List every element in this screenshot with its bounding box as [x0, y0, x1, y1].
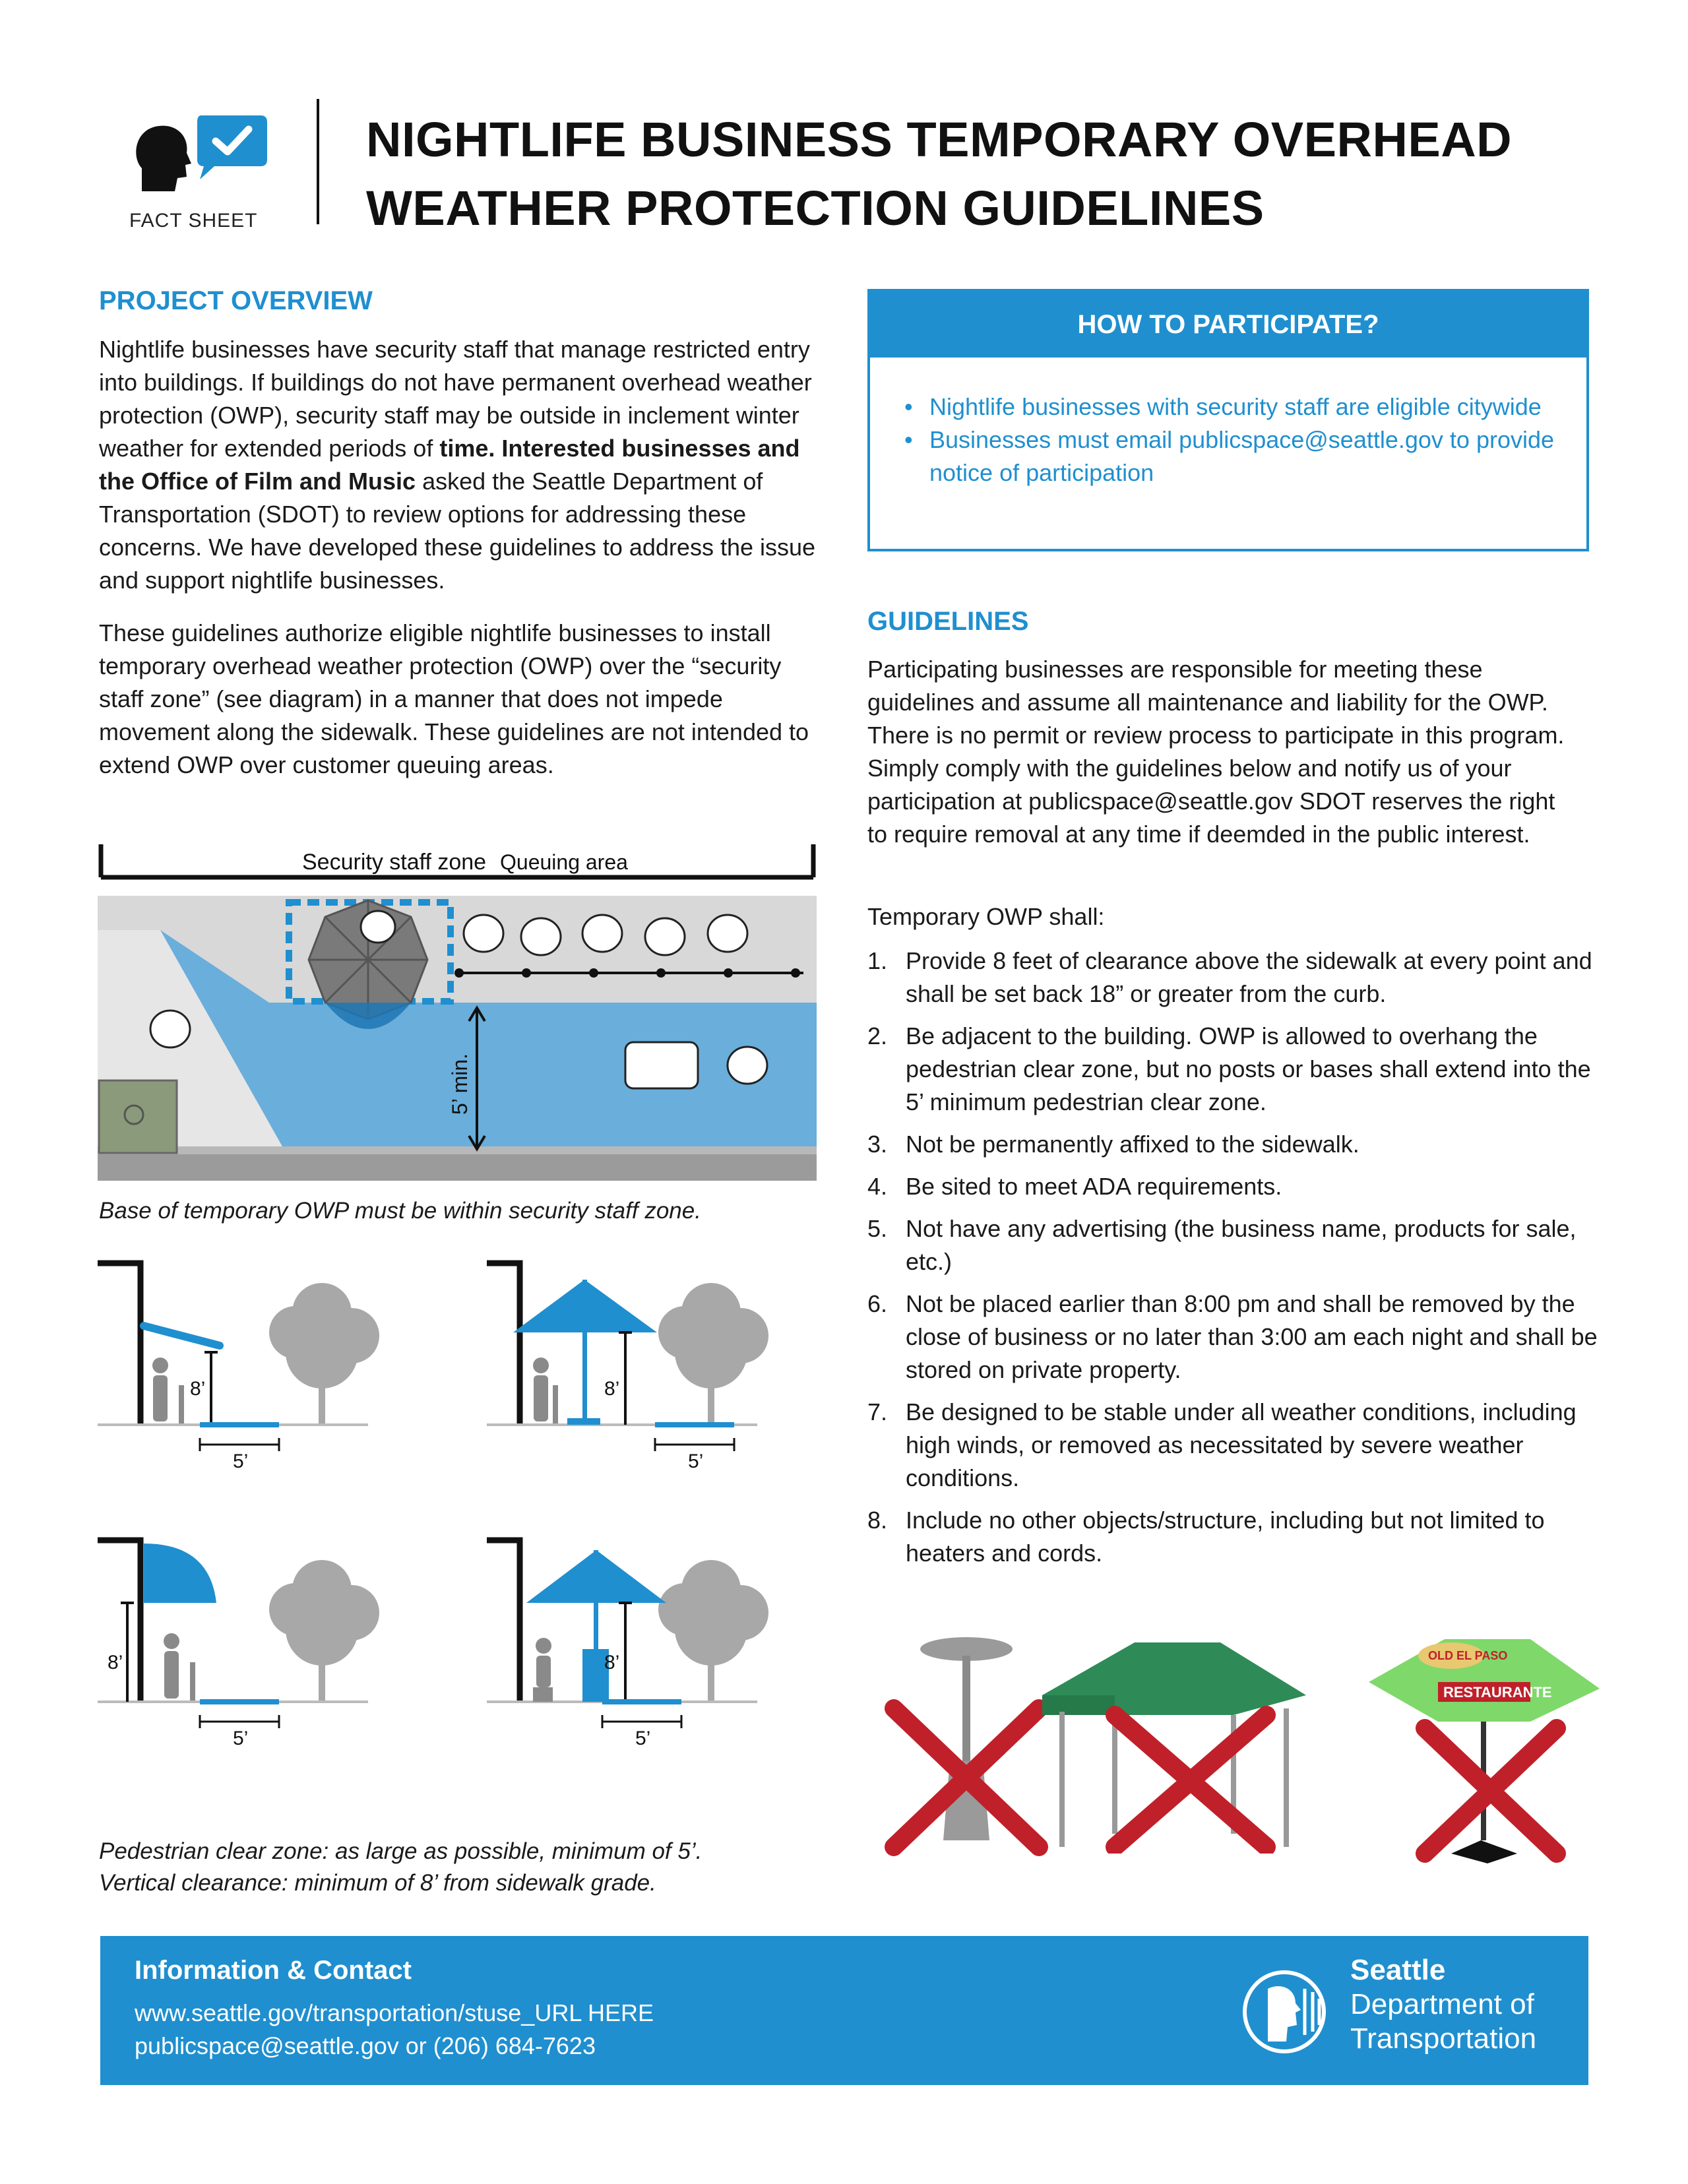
guideline-item: 7. Be designed to be stable under all weather conditions, including high winds, or removed as necessitated by severe weather conditions.: [867, 1398, 1577, 1491]
guideline-item: 5. Not have any advertising (the business name, products for sale, etc.): [867, 1215, 1577, 1275]
overview-para2: These guidelines authorize eligible nightlife businesses to install temporary overhead weather protection (OWP) over the “security staff zone” (see diagram) in a manner that does not impede movement along the sidewalk. These guidelines are not intended to extend OWP over customer queuing areas.: [99, 619, 809, 778]
panel1-height-label: 8’: [190, 1378, 206, 1400]
fact-sheet-icon: [129, 112, 287, 211]
fact-sheet-label: FACT SHEET: [129, 210, 258, 232]
panel3-width-label: 5’: [233, 1728, 249, 1749]
footer-title: Information & Contact: [135, 1956, 412, 1985]
umbrella-restaurante-text: RESTAURANTE: [1443, 1684, 1552, 1700]
diagram2-caption: [99, 1836, 702, 1899]
participate-item: • Nightlife businesses with security staff are eligible citywide: [929, 390, 1560, 423]
queuing-area-label: Queuing area: [500, 850, 628, 874]
seattle-logo-text: [1350, 1953, 1536, 2056]
guideline-item: 8. Include no other objects/structure, including but not limited to heaters and cords.: [867, 1507, 1545, 1567]
project-overview-heading: PROJECT OVERVIEW: [99, 286, 373, 315]
guidelines-list: [867, 945, 1600, 1579]
security-zone-label: Security staff zone: [302, 850, 487, 875]
logo-line3: Transportation: [1350, 2022, 1537, 2055]
diagram1-caption: Base of temporary OWP must be within security staff zone.: [99, 1198, 701, 1224]
guideline-item: 1. Provide 8 feet of clearance above the sidewalk at every point and shall be set back 18” or greater from the curb.: [867, 947, 1592, 1007]
guideline-item: 3. Not be permanently affixed to the sidewalk.: [867, 1131, 1360, 1158]
logo-line1: Seattle: [1350, 1954, 1446, 1986]
page-title-line2: WEATHER PROTECTION GUIDELINES: [366, 181, 1265, 235]
clearance-diagrams: [98, 1260, 823, 1821]
project-overview-text: [99, 333, 831, 801]
participate-item: • Businesses must email publicspace@seattle.gov to provide notice of participation: [929, 423, 1560, 489]
guidelines-intro: Participating businesses are responsible for meeting these guidelines and assume all maintenance and liability for the OWP. There is no permit or review process to participate in this program. Simply comply with the guidelines below and notify us of your participation at publicspace@seattle.gov SDOT reserves the right to require removal at any time if deemded in the public interest.: [867, 656, 1565, 848]
guideline-item: 2. Be adjacent to the building. OWP is allowed to overhang the pedestrian clear zone, but no posts or bases shall extend into the 5’ minimum pedestrian clear zone.: [867, 1022, 1591, 1115]
panel2-height-label: 8’: [604, 1378, 620, 1400]
overview-para1b: time. Interested businesses and the Office of Film and Music: [99, 435, 800, 495]
umbrella-brand-text: OLD EL PASO: [1428, 1649, 1508, 1662]
overview-para1a: Nightlife businesses have security staff that manage restricted entry into buildings. If buildings do not have permanent overhead weather protection (OWP), security staff may be outside in inclement winter weather for extended periods of: [99, 336, 812, 462]
guidelines-heading: GUIDELINES: [867, 607, 1029, 636]
how-to-participate-box: [867, 289, 1589, 551]
min-clearance-label: 5’ min.: [448, 1053, 472, 1115]
how-to-participate-heading: HOW TO PARTICIPATE?: [870, 292, 1586, 358]
panel4-height-label: 8’: [604, 1652, 620, 1673]
bullet: •: [904, 426, 913, 453]
participate-list: [903, 390, 1586, 489]
seattle-logo-icon: [1241, 1962, 1334, 2061]
footer: [100, 1936, 1588, 2085]
footer-url-link[interactable]: www.seattle.gov/transportation/stuse_URL HERE: [135, 1999, 654, 2026]
guideline-item: 4. Be sited to meet ADA requirements.: [867, 1173, 1282, 1200]
logo-line2: Department of: [1350, 1988, 1534, 2020]
diagram2-caption-line1: Pedestrian clear zone: as large as possible, minimum of 5’.: [99, 1838, 703, 1864]
panel4-width-label: 5’: [635, 1728, 651, 1749]
page-title: [366, 106, 1619, 243]
bullet: •: [904, 393, 913, 420]
footer-contact-link[interactable]: publicspace@seattle.gov or (206) 684-7623: [135, 2032, 596, 2059]
security-zone-diagram: [98, 838, 818, 1194]
overview-para1c: asked the Seattle Department of Transportation (SDOT) to review options for addressing these concerns. We have developed these guidelines to address the issue and support nightlife businesses.: [99, 468, 816, 594]
prohibited-tent: [1036, 1636, 1313, 1854]
panel1-width-label: 5’: [233, 1451, 249, 1472]
temporary-owp-shall: Temporary OWP shall:: [867, 903, 1105, 930]
header-divider: [317, 99, 319, 224]
panel2-width-label: 5’: [688, 1451, 704, 1472]
diagram2-caption-line2: Vertical clearance: minimum of 8’ from sidewalk grade.: [99, 1870, 656, 1896]
guideline-item: 6. Not be placed earlier than 8:00 pm and shall be removed by the close of business or no later than 3:00 am each night and shall be stored on private property.: [867, 1290, 1598, 1383]
prohibited-branded-umbrella: [1365, 1636, 1603, 1867]
panel3-height-label: 8’: [108, 1652, 123, 1673]
page-title-line1: NIGHTLIFE BUSINESS TEMPORARY OVERHEAD: [366, 112, 1513, 167]
